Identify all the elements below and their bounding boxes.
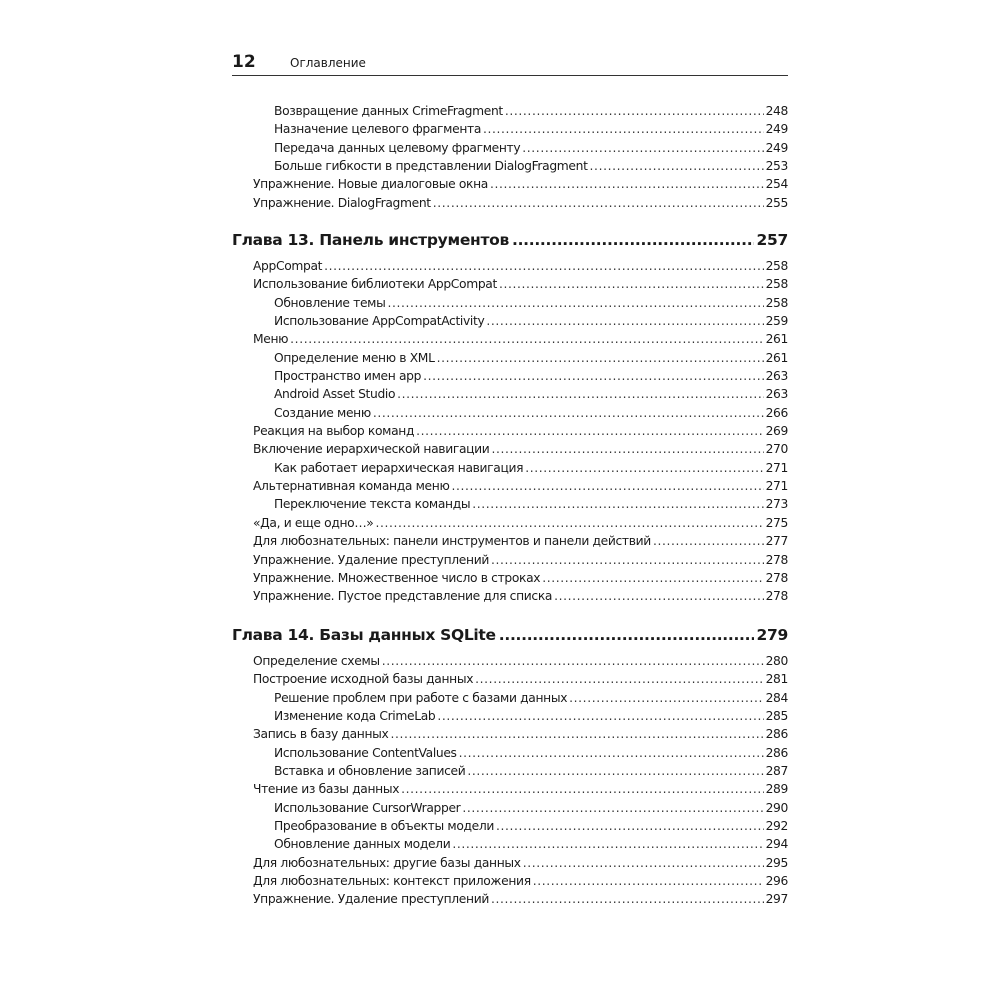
entry-page: 278 xyxy=(765,552,788,567)
entry-title: Изменение кода CrimeLab xyxy=(274,709,436,724)
toc-entry[interactable] xyxy=(232,404,788,422)
entry-title: Использование библиотеки AppCompat xyxy=(253,277,497,292)
entry-page: 269 xyxy=(765,424,788,439)
toc-section-top xyxy=(232,102,788,212)
toc-entry[interactable] xyxy=(232,349,788,367)
entry-page: 287 xyxy=(765,764,788,779)
toc-entry[interactable] xyxy=(232,707,788,725)
toc-entry[interactable] xyxy=(232,670,788,688)
dot-leader xyxy=(491,551,764,569)
entry-page: 263 xyxy=(765,369,788,384)
chapter-14-entries xyxy=(232,652,788,909)
entry-page: 254 xyxy=(765,177,788,192)
toc-entry[interactable] xyxy=(232,744,788,762)
toc-entry[interactable] xyxy=(232,385,788,403)
entry-title: Реакция на выбор команд xyxy=(253,424,415,439)
dot-leader xyxy=(525,459,763,477)
dot-leader xyxy=(472,495,763,513)
dot-leader xyxy=(499,275,764,293)
entry-page: 258 xyxy=(765,259,788,273)
running-title: Оглавление xyxy=(290,56,366,70)
dot-leader xyxy=(653,532,764,550)
entry-title: AppCompat xyxy=(253,259,323,273)
entry-page: 259 xyxy=(765,314,788,329)
entry-title: Включение иерархической навигации xyxy=(253,442,490,457)
toc-entry[interactable] xyxy=(232,175,788,193)
dot-leader xyxy=(483,120,764,138)
dot-leader xyxy=(475,670,763,688)
toc-entry[interactable] xyxy=(232,551,788,569)
toc-entry[interactable] xyxy=(232,817,788,835)
entry-title: Решение проблем при работе с базами данных xyxy=(274,690,568,705)
toc-entry[interactable] xyxy=(232,854,788,872)
entry-page: 261 xyxy=(765,332,788,347)
entry-page: 249 xyxy=(765,140,788,155)
entry-page: 290 xyxy=(765,800,788,815)
entry-title: Упражнение. DialogFragment xyxy=(253,195,431,210)
entry-page: 249 xyxy=(765,122,788,137)
entry-title: Передача данных целевому фрагменту xyxy=(274,140,521,155)
dot-leader xyxy=(390,725,763,743)
dot-leader xyxy=(401,780,763,798)
toc-entry[interactable] xyxy=(232,312,788,330)
toc-entry[interactable] xyxy=(232,514,788,532)
entry-page: 248 xyxy=(765,104,788,118)
entry-title: Определение схемы xyxy=(253,654,380,668)
entry-title: Альтернативная команда меню xyxy=(253,479,450,494)
dot-leader xyxy=(437,349,764,367)
entry-page: 253 xyxy=(765,159,788,174)
dot-leader xyxy=(382,652,764,670)
entry-title: Вставка и обновление записей xyxy=(274,764,466,779)
entry-page: 295 xyxy=(765,855,788,870)
entry-page: 294 xyxy=(765,837,788,852)
toc-entry[interactable] xyxy=(232,532,788,550)
dot-leader xyxy=(437,707,763,725)
entry-page: 273 xyxy=(765,497,788,512)
dot-leader xyxy=(522,139,763,157)
entry-title: Построение исходной базы данных xyxy=(253,672,474,687)
entry-page: 271 xyxy=(765,460,788,475)
toc-entry[interactable] xyxy=(232,120,788,138)
entry-title: Для любознательных: другие базы данных xyxy=(253,855,521,870)
entry-title: Использование ContentValues xyxy=(274,745,457,760)
entry-title: Пространство имен app xyxy=(274,369,422,384)
toc-entry[interactable] xyxy=(232,569,788,587)
entry-page: 271 xyxy=(765,479,788,494)
dot-leader xyxy=(387,294,763,312)
page-number: 12 xyxy=(232,52,256,72)
entry-title: Создание меню xyxy=(274,405,371,420)
toc-entry[interactable] xyxy=(232,257,788,275)
chapter-14-heading[interactable] xyxy=(232,624,788,646)
toc-entry[interactable] xyxy=(232,780,788,798)
entry-title: Упражнение. Пустое представление для списка xyxy=(253,589,553,604)
dot-leader xyxy=(542,569,763,587)
entry-title: Назначение целевого фрагмента xyxy=(274,122,482,137)
dot-leader xyxy=(416,422,763,440)
entry-title: Больше гибкости в представлении DialogFragment xyxy=(274,159,588,174)
chapter-page: 257 xyxy=(756,231,788,249)
dot-leader xyxy=(512,229,754,251)
entry-title: Возвращение данных CrimeFragment xyxy=(274,104,503,118)
chapter-page: 279 xyxy=(756,626,788,644)
toc-entry[interactable] xyxy=(232,495,788,513)
dot-leader xyxy=(459,744,764,762)
chapter-title: Глава 13. Панель инструментов xyxy=(232,231,509,249)
dot-leader xyxy=(590,157,764,175)
entry-title: Упражнение. Новые диалоговые окна xyxy=(253,177,488,192)
entry-page: 292 xyxy=(765,819,788,834)
dot-leader xyxy=(491,890,764,908)
entry-title: Обновление данных модели xyxy=(274,837,451,852)
dot-leader xyxy=(423,367,764,385)
entry-title: Android Asset Studio xyxy=(274,387,396,402)
toc-entry[interactable] xyxy=(232,294,788,312)
dot-leader xyxy=(490,175,764,193)
entry-title: Для любознательных: панели инструментов и панели действий xyxy=(253,534,651,549)
entry-page: 278 xyxy=(765,570,788,585)
toc-entry[interactable] xyxy=(232,139,788,157)
entry-title: Использование AppCompatActivity xyxy=(274,314,485,329)
dot-leader xyxy=(523,854,764,872)
toc-entry[interactable] xyxy=(232,440,788,458)
entry-title: Определение меню в XML xyxy=(274,350,435,365)
entry-title: Использование CursorWrapper xyxy=(274,800,461,815)
dot-leader xyxy=(452,835,763,853)
entry-page: 266 xyxy=(765,405,788,420)
toc-entry[interactable] xyxy=(232,725,788,743)
chapter-title: Глава 14. Базы данных SQLite xyxy=(232,626,496,644)
entry-page: 261 xyxy=(765,350,788,365)
dot-leader xyxy=(397,385,763,403)
dot-leader xyxy=(433,194,764,212)
entry-page: 278 xyxy=(765,589,788,604)
entry-page: 281 xyxy=(765,672,788,687)
dot-leader xyxy=(375,514,763,532)
dot-leader xyxy=(554,587,763,605)
entry-title: «Да, и еще одно…» xyxy=(253,515,374,530)
toc-entry[interactable] xyxy=(232,102,788,120)
toc-entry[interactable] xyxy=(232,194,788,212)
toc-entry[interactable] xyxy=(232,157,788,175)
entry-page: 258 xyxy=(765,277,788,292)
toc-entry[interactable] xyxy=(232,835,788,853)
dot-leader xyxy=(324,257,763,275)
entry-page: 255 xyxy=(765,195,788,210)
page-header xyxy=(232,52,788,76)
dot-leader xyxy=(290,330,763,348)
toc-entry[interactable] xyxy=(232,422,788,440)
entry-page: 258 xyxy=(765,295,788,310)
dot-leader xyxy=(499,624,754,646)
entry-title: Запись в базу данных xyxy=(253,727,389,742)
dot-leader xyxy=(486,312,763,330)
entry-title: Упражнение. Множественное число в строках xyxy=(253,570,541,585)
entry-title: Упражнение. Удаление преступлений xyxy=(253,892,489,907)
entry-page: 270 xyxy=(765,442,788,457)
toc-entry[interactable] xyxy=(232,689,788,707)
toc-entry[interactable] xyxy=(232,587,788,605)
toc-entry[interactable] xyxy=(232,330,788,348)
toc-entry[interactable] xyxy=(232,459,788,477)
entry-title: Для любознательных: контекст приложения xyxy=(253,874,531,889)
dot-leader xyxy=(373,404,764,422)
dot-leader xyxy=(451,477,763,495)
toc-entry[interactable] xyxy=(232,890,788,908)
entry-title: Меню xyxy=(253,332,289,347)
entry-page: 297 xyxy=(765,892,788,907)
toc-entry[interactable] xyxy=(232,799,788,817)
dot-leader xyxy=(467,762,763,780)
chapter-13-entries xyxy=(232,257,788,606)
entry-page: 289 xyxy=(765,782,788,797)
entry-title: Преобразование в объекты модели xyxy=(274,819,495,834)
entry-title: Как работает иерархическая навигация xyxy=(274,460,524,475)
entry-page: 296 xyxy=(765,874,788,889)
dot-leader xyxy=(505,102,764,120)
entry-page: 277 xyxy=(765,534,788,549)
entry-title: Переключение текста команды xyxy=(274,497,471,512)
entry-page: 275 xyxy=(765,515,788,530)
chapter-13-heading[interactable] xyxy=(232,229,788,251)
entry-page: 286 xyxy=(765,745,788,760)
dot-leader xyxy=(462,799,763,817)
toc-entry[interactable] xyxy=(232,477,788,495)
dot-leader xyxy=(569,689,763,707)
entry-title: Обновление темы xyxy=(274,295,386,310)
toc-entry[interactable] xyxy=(232,872,788,890)
entry-page: 286 xyxy=(765,727,788,742)
dot-leader xyxy=(491,440,763,458)
toc-entry[interactable] xyxy=(232,367,788,385)
toc-entry[interactable] xyxy=(232,275,788,293)
entry-title: Чтение из базы данных xyxy=(253,782,400,797)
dot-leader xyxy=(533,872,764,890)
dot-leader xyxy=(496,817,764,835)
entry-page: 285 xyxy=(765,709,788,724)
entry-page: 280 xyxy=(765,654,788,668)
entry-page: 284 xyxy=(765,690,788,705)
entry-title: Упражнение. Удаление преступлений xyxy=(253,552,489,567)
toc-entry[interactable] xyxy=(232,762,788,780)
entry-page: 263 xyxy=(765,387,788,402)
toc-entry[interactable] xyxy=(232,652,788,670)
